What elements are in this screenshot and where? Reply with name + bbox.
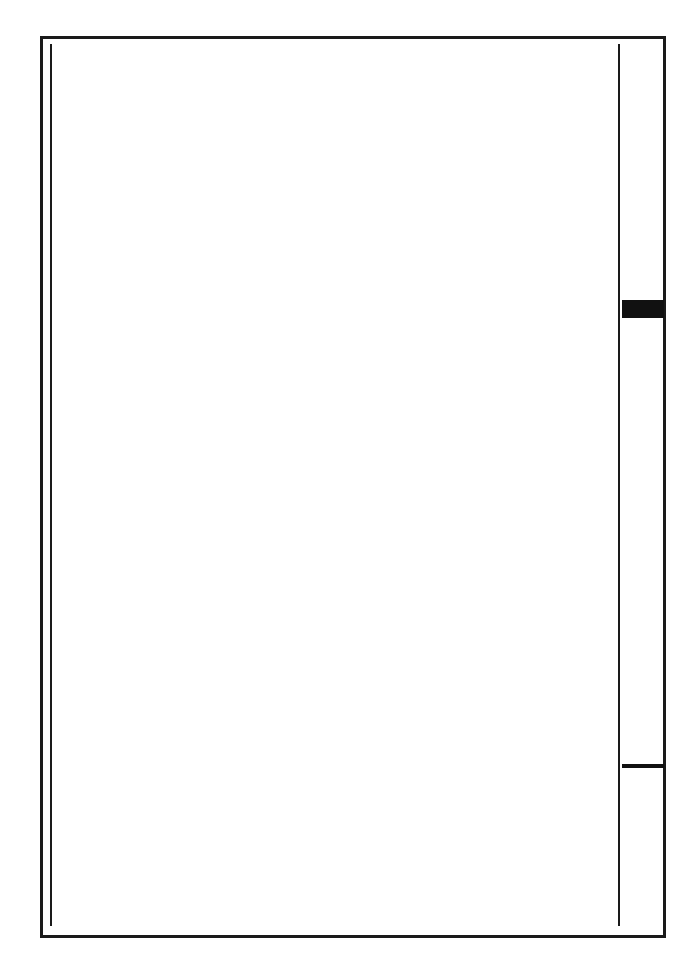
outer-frame bbox=[40, 36, 666, 938]
fish-tail-lower bbox=[622, 764, 664, 768]
inner-frame-left bbox=[50, 44, 52, 926]
inner-frame-right bbox=[618, 44, 620, 926]
fish-tail-upper bbox=[622, 300, 664, 318]
